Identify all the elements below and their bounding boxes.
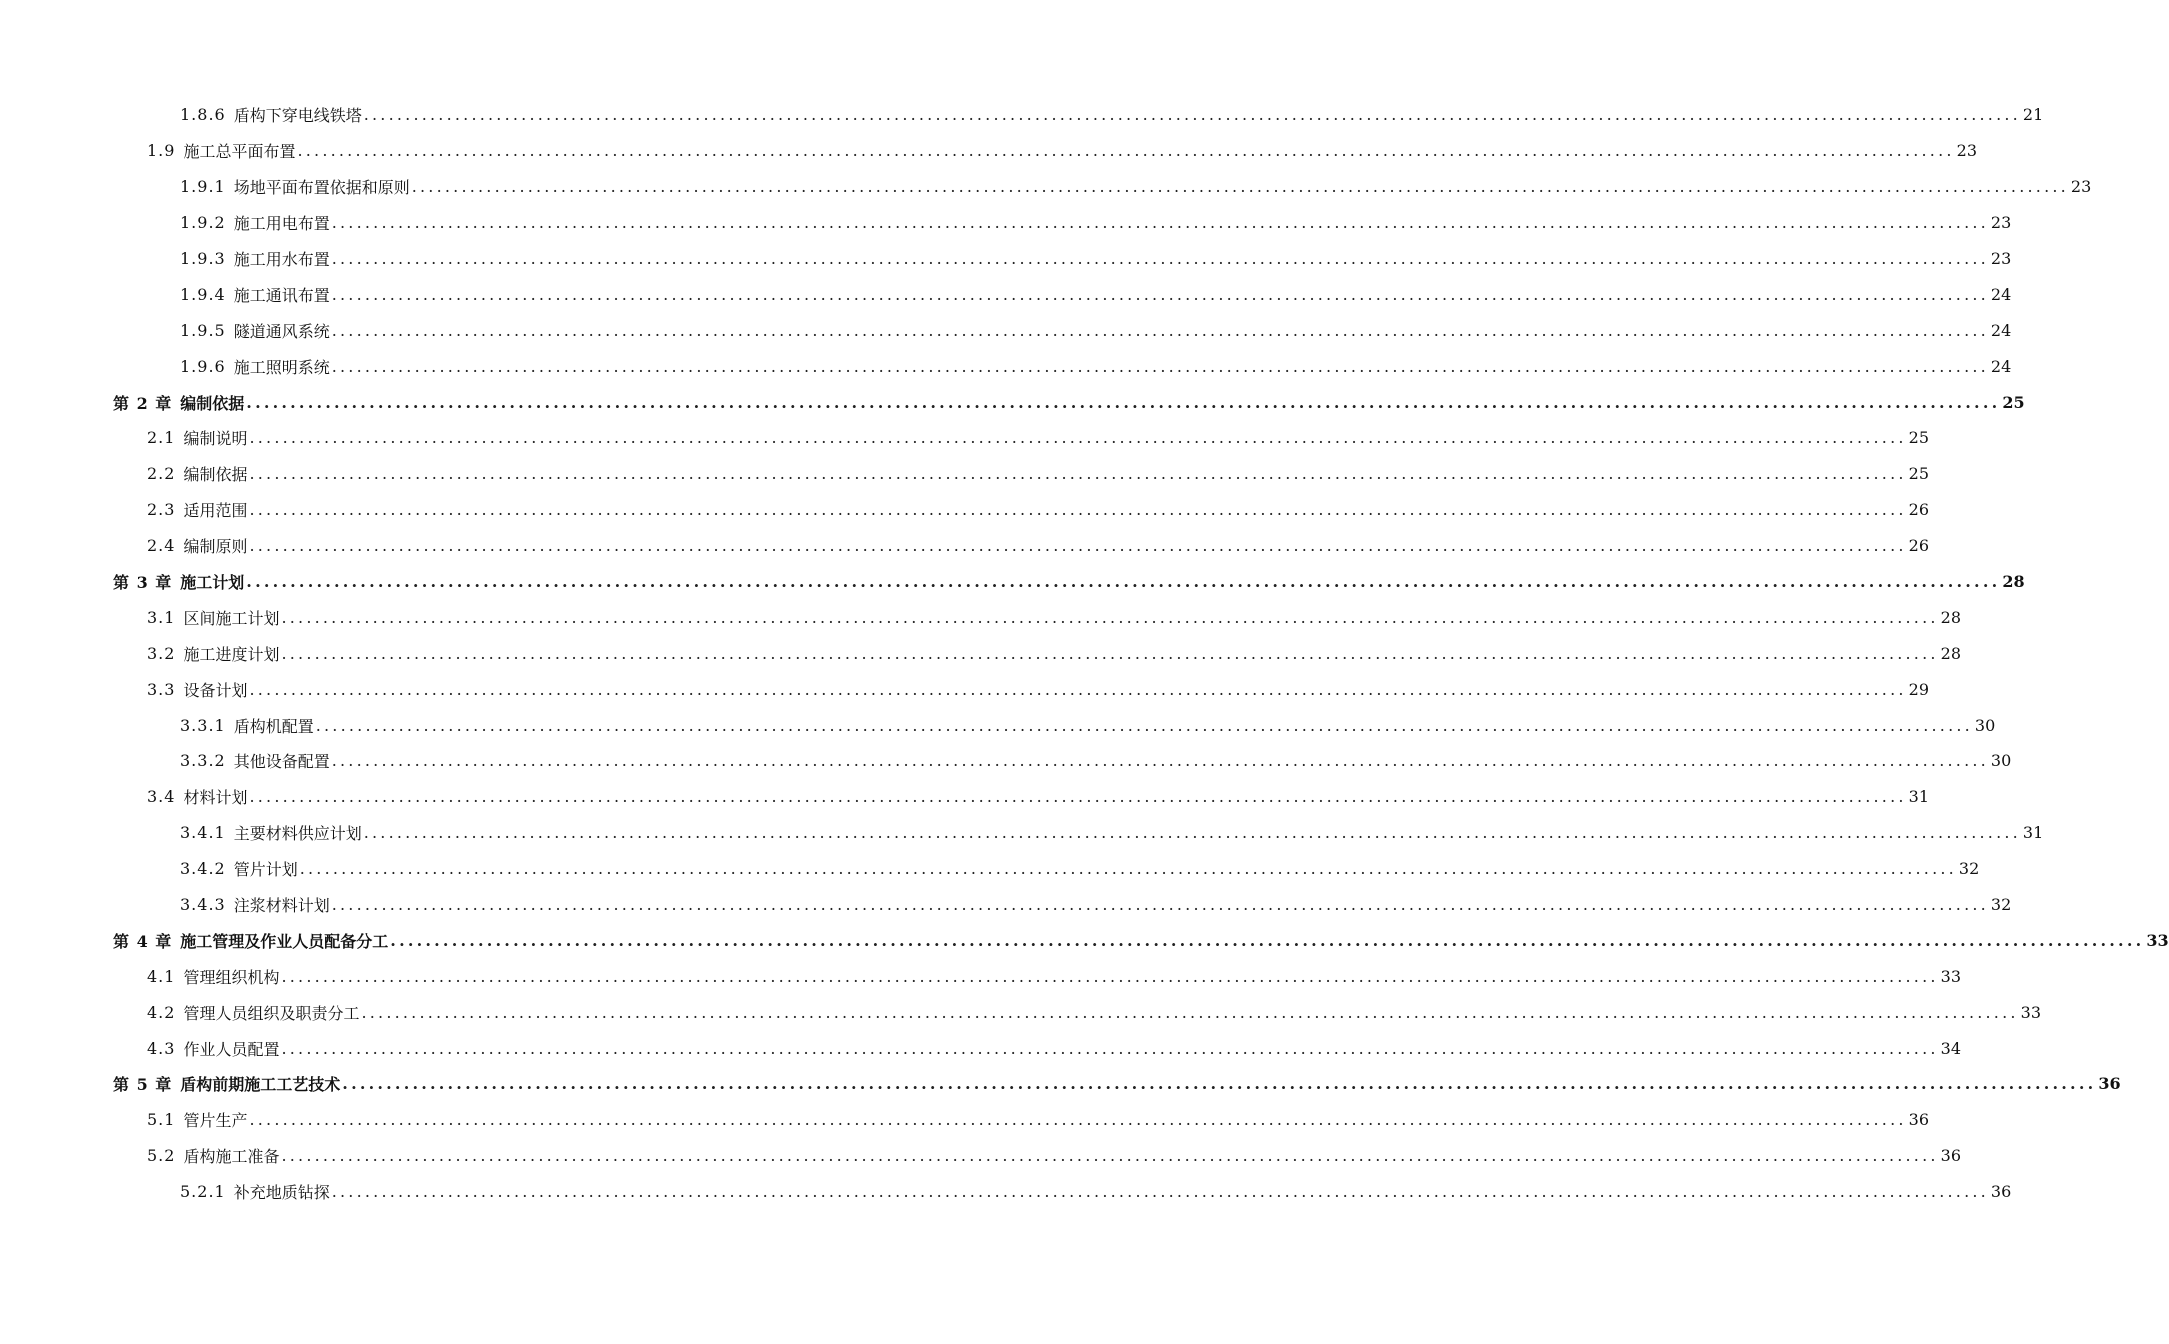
toc-entry[interactable] <box>0 312 2012 348</box>
toc-entry-page-number: 31 <box>2022 823 2044 843</box>
toc-entry[interactable] <box>0 205 2012 241</box>
toc-entry-title: 管理组织机构 <box>183 967 280 987</box>
toc-entry-page-number: 25 <box>2002 392 2025 412</box>
toc-entry-page-number: 25 <box>1908 464 1930 484</box>
toc-entry[interactable] <box>0 492 1930 528</box>
toc-entry-title: 编制原则 <box>183 537 248 557</box>
toc-entry-title: 施工管理及作业人员配备分工 <box>180 931 389 951</box>
toc-entry-title: 施工照明系统 <box>233 357 330 377</box>
toc-entry-page-number: 23 <box>1956 141 1978 161</box>
toc-entry-page-number: 23 <box>1990 249 2012 268</box>
dot-leader: ........................................................................................................................................................................................................ <box>342 1074 2097 1094</box>
toc-entry-title: 施工进度计划 <box>183 644 280 664</box>
toc-entry-title: 区间施工计划 <box>183 608 280 628</box>
dot-leader: ........................................................................................................................................................................................................ <box>281 643 1939 663</box>
dot-leader: ........................................................................................................................................................................................................ <box>281 1038 1939 1058</box>
toc-entry-page-number: 32 <box>1990 895 2012 915</box>
toc-entry-number: 第 4 章 <box>113 931 173 951</box>
toc-entry-number: 1.9.5 <box>180 320 226 340</box>
dot-leader: ........................................................................................................................................................................................................ <box>249 787 1907 807</box>
toc-entry-page-number: 26 <box>1908 536 1930 556</box>
toc-entry[interactable] <box>0 922 2169 958</box>
toc-entry-page-number: 30 <box>1974 715 1996 735</box>
toc-entry-number: 3.3.2 <box>180 751 226 771</box>
toc-entry-title: 注浆材料计划 <box>233 896 330 916</box>
dot-leader: ........................................................................................................................................................................................................ <box>331 356 1989 376</box>
toc-entry[interactable] <box>0 1066 2121 1102</box>
toc-entry[interactable] <box>0 743 2012 779</box>
toc-entry-number: 4.1 <box>147 966 176 986</box>
dot-leader: ........................................................................................................................................................................................................ <box>361 1002 2019 1022</box>
dot-leader: ........................................................................................................................................................................................................ <box>331 284 1989 304</box>
toc-entry[interactable] <box>0 671 1930 707</box>
toc-entry-page-number: 36 <box>2098 1074 2121 1094</box>
toc-entry[interactable] <box>0 779 1930 815</box>
toc-entry[interactable] <box>0 528 1930 564</box>
toc-entry-page-number: 24 <box>1990 284 2012 304</box>
toc-entry[interactable] <box>0 169 2092 205</box>
dot-leader: ........................................................................................................................................................................................................ <box>331 895 1989 915</box>
toc-entry[interactable] <box>0 635 1962 671</box>
toc-entry-number: 2.3 <box>147 500 176 520</box>
toc-entry-number: 5.1 <box>147 1110 176 1130</box>
toc-entry-title: 盾构机配置 <box>233 716 314 736</box>
toc-entry-number: 第 5 章 <box>113 1075 173 1095</box>
toc-entry-title: 盾构下穿电线铁塔 <box>233 106 362 126</box>
dot-leader: ........................................................................................................................................................................................................ <box>390 930 2145 950</box>
toc-entry-page-number: 21 <box>2022 105 2044 125</box>
dot-leader: ........................................................................................................................................................................................................ <box>363 105 2021 125</box>
toc-entry[interactable] <box>0 599 1962 635</box>
toc-entry-title: 施工用电布置 <box>233 214 330 234</box>
toc-entry-title: 编制说明 <box>183 429 248 449</box>
toc-entry-title: 盾构施工准备 <box>183 1147 280 1167</box>
toc-entry-page-number: 32 <box>1958 859 1980 879</box>
dot-leader: ........................................................................................................................................................................................................ <box>249 1110 1907 1130</box>
toc-entry-page-number: 33 <box>2020 1002 2042 1022</box>
toc-entry-title: 施工通讯布置 <box>233 285 330 305</box>
dot-leader: ........................................................................................................................................................................................................ <box>331 320 1989 340</box>
dot-leader: ........................................................................................................................................................................................................ <box>331 213 1989 233</box>
dot-leader: ........................................................................................................................................................................................................ <box>331 751 1989 771</box>
toc-entry-page-number: 25 <box>1908 428 1930 448</box>
dot-leader: ........................................................................................................................................................................................................ <box>297 141 1955 161</box>
toc-entry-number: 1.9.3 <box>180 249 226 268</box>
toc-entry-title: 管片生产 <box>183 1111 248 1131</box>
toc-entry[interactable] <box>0 97 2044 133</box>
toc-entry-title: 场地平面布置依据和原则 <box>233 178 410 198</box>
toc-entry-page-number: 36 <box>1940 1146 1962 1166</box>
toc-entry-title: 盾构前期施工工艺技术 <box>180 1075 341 1095</box>
toc-entry-number: 5.2 <box>147 1146 176 1166</box>
toc-entry-page-number: 28 <box>1940 607 1962 627</box>
toc-entry[interactable] <box>0 994 2042 1030</box>
toc-entry-page-number: 28 <box>2002 572 2025 592</box>
toc-entry-number: 1.9.2 <box>180 213 226 233</box>
toc-entry-number: 2.4 <box>147 536 176 556</box>
toc-entry[interactable] <box>0 1174 2012 1210</box>
toc-entry[interactable] <box>0 384 2025 420</box>
toc-entry-number: 3.3 <box>147 679 176 699</box>
toc-entry-page-number: 29 <box>1908 679 1930 699</box>
toc-entry-page-number: 31 <box>1908 787 1930 807</box>
toc-entry-number: 4.3 <box>147 1038 176 1058</box>
toc-entry-number: 2.1 <box>147 428 176 448</box>
toc-entry-page-number: 33 <box>1940 966 1962 986</box>
toc-entry-page-number: 36 <box>1990 1182 2012 1202</box>
toc-entry[interactable] <box>0 815 2044 851</box>
dot-leader: ........................................................................................................................................................................................................ <box>281 607 1939 627</box>
dot-leader: ........................................................................................................................................................................................................ <box>246 572 2001 592</box>
dot-leader: ........................................................................................................................................................................................................ <box>331 249 1989 268</box>
toc-entry[interactable] <box>0 456 1930 492</box>
table-of-contents <box>0 97 2169 1210</box>
toc-entry[interactable] <box>0 420 1930 456</box>
toc-entry[interactable] <box>0 958 1962 994</box>
toc-entry-title: 设备计划 <box>183 680 248 700</box>
dot-leader: ........................................................................................................................................................................................................ <box>299 859 1957 879</box>
toc-entry-title: 作业人员配置 <box>183 1039 280 1059</box>
toc-entry-page-number: 28 <box>1940 643 1962 663</box>
dot-leader: ........................................................................................................................................................................................................ <box>281 1146 1939 1166</box>
toc-entry-page-number: 23 <box>1990 213 2012 233</box>
toc-entry[interactable] <box>0 1138 1962 1174</box>
toc-entry-number: 1.9.4 <box>180 284 226 304</box>
toc-entry-page-number: 30 <box>1990 751 2012 771</box>
toc-entry[interactable] <box>0 133 1978 169</box>
toc-entry-number: 1.9.6 <box>180 356 226 376</box>
dot-leader: ........................................................................................................................................................................................................ <box>411 177 2069 197</box>
toc-entry-page-number: 33 <box>2146 930 2169 950</box>
toc-entry-page-number: 23 <box>2070 177 2092 197</box>
toc-entry-number: 第 3 章 <box>113 573 173 593</box>
toc-entry-page-number: 34 <box>1940 1038 1962 1058</box>
toc-entry-title: 施工用水布置 <box>233 250 330 269</box>
toc-entry-number: 5.2.1 <box>180 1182 226 1202</box>
toc-entry[interactable] <box>0 851 1980 887</box>
toc-entry-page-number: 24 <box>1990 320 2012 340</box>
toc-entry-title: 施工总平面布置 <box>183 142 296 162</box>
toc-entry-title: 其他设备配置 <box>233 752 330 772</box>
toc-entry-number: 4.2 <box>147 1002 176 1022</box>
toc-entry-title: 施工计划 <box>180 573 245 593</box>
dot-leader: ........................................................................................................................................................................................................ <box>363 823 2021 843</box>
toc-entry-number: 2.2 <box>147 464 176 484</box>
toc-entry-number: 1.9 <box>147 141 176 161</box>
toc-entry[interactable] <box>0 1030 1962 1066</box>
toc-entry-number: 3.4 <box>147 787 176 807</box>
toc-entry-title: 编制依据 <box>180 393 245 413</box>
toc-entry-page-number: 26 <box>1908 500 1930 520</box>
toc-entry-number: 3.3.1 <box>180 715 226 735</box>
dot-leader: ........................................................................................................................................................................................................ <box>246 392 2001 412</box>
toc-entry-title: 材料计划 <box>183 788 248 808</box>
toc-entry-title: 补充地质钻探 <box>233 1183 330 1203</box>
dot-leader: ........................................................................................................................................................................................................ <box>331 1182 1989 1202</box>
dot-leader: ........................................................................................................................................................................................................ <box>249 500 1907 520</box>
toc-entry[interactable] <box>0 1102 1930 1138</box>
toc-entry-number: 3.2 <box>147 643 176 663</box>
toc-entry-title: 主要材料供应计划 <box>233 824 362 844</box>
toc-entry-number: 3.1 <box>147 607 176 627</box>
toc-entry-title: 编制依据 <box>183 465 248 485</box>
dot-leader: ........................................................................................................................................................................................................ <box>249 536 1907 556</box>
toc-entry-number: 3.4.3 <box>180 895 226 915</box>
toc-entry-page-number: 24 <box>1990 356 2012 376</box>
toc-entry[interactable] <box>0 887 2012 923</box>
dot-leader: ........................................................................................................................................................................................................ <box>315 715 1973 735</box>
toc-entry[interactable] <box>0 707 1996 743</box>
toc-entry-title: 适用范围 <box>183 501 248 521</box>
toc-entry[interactable] <box>0 241 2012 277</box>
toc-entry[interactable] <box>0 348 2012 384</box>
toc-entry[interactable] <box>0 276 2012 312</box>
dot-leader: ........................................................................................................................................................................................................ <box>249 428 1907 448</box>
toc-entry-number: 1.8.6 <box>180 105 226 125</box>
toc-entry-title: 隧道通风系统 <box>233 321 330 341</box>
dot-leader: ........................................................................................................................................................................................................ <box>249 679 1907 699</box>
toc-entry-number: 3.4.2 <box>180 859 226 879</box>
dot-leader: ........................................................................................................................................................................................................ <box>249 464 1907 484</box>
toc-entry-title: 管理人员组织及职责分工 <box>183 1003 360 1023</box>
toc-entry-number: 3.4.1 <box>180 823 226 843</box>
toc-entry-number: 1.9.1 <box>180 177 226 197</box>
toc-entry-title: 管片计划 <box>233 860 298 880</box>
toc-entry-page-number: 36 <box>1908 1110 1930 1130</box>
toc-entry-number: 第 2 章 <box>113 393 173 413</box>
dot-leader: ........................................................................................................................................................................................................ <box>281 966 1939 986</box>
toc-entry[interactable] <box>0 564 2025 600</box>
